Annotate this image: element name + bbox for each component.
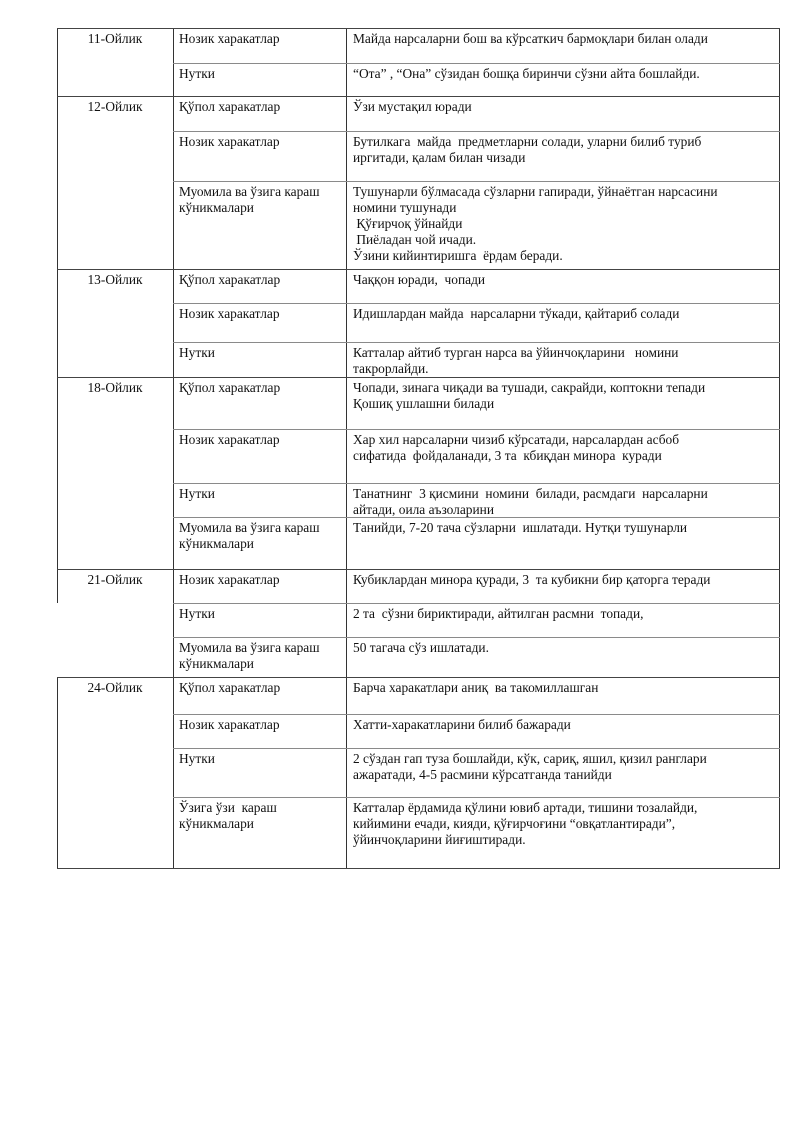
- description-cell-line: Танатнинг 3 қисмини номини билади, расмдаги нарсаларни: [353, 486, 708, 501]
- row-separator: [173, 797, 780, 798]
- description-cell-line: Бутилкага майда предметларни солади, уларни билиб туриб: [353, 134, 702, 149]
- row-separator: [173, 637, 780, 638]
- category-cell-line: Муомила ва ўзига караш: [179, 640, 320, 655]
- description-cell-line: 2 та сўзни бириктиради, айтилган расмни топади,: [353, 606, 644, 621]
- description-cell-line: “Ота” , “Она” сўзидан бошқа биринчи сўзни айта бошлайди.: [353, 66, 700, 81]
- table-top-border: [57, 28, 780, 29]
- category-cell-line: Нозик харакатлар: [179, 717, 280, 732]
- row-separator: [173, 429, 780, 430]
- group-separator: [57, 96, 780, 97]
- group-separator: [57, 269, 780, 270]
- category-cell-line: Нутки: [179, 345, 215, 360]
- description-cell-line: айтади, оила аъзоларини: [353, 502, 494, 517]
- description-cell-line: номини тушунади: [353, 200, 457, 215]
- description-cell-line: ўйинчоқларини йиғиштиради.: [353, 832, 526, 847]
- description-cell-line: Катталар ёрдамида қўлини ювиб артади, тишини тозалайди,: [353, 800, 698, 815]
- description-cell-line: Қошиқ ушлашни билади: [353, 396, 495, 411]
- description-cell-line: Катталар айтиб турган нарса ва ўйинчоқларини номини: [353, 345, 679, 360]
- description-cell-line: Хатти-харакатларини билиб бажаради: [353, 717, 571, 732]
- description-cell-line: иргитади, қалам билан чизади: [353, 150, 526, 165]
- category-cell-line: кўникмалари: [179, 536, 254, 551]
- description-cell-line: Қўғирчоқ ўйнайди: [353, 216, 463, 231]
- description-cell-line: Чопади, зинага чиқади ва тушади, сакрайди, коптокни тепади: [353, 380, 706, 395]
- description-cell-line: Тушунарли бўлмасада сўзларни гапиради, ўйнаётган нарсасини: [353, 184, 718, 199]
- description-cell-line: Кубиклардан минора қуради, 3 та кубикни бир қаторга теради: [353, 572, 711, 587]
- age-label: 11-Ойлик: [87, 31, 143, 46]
- row-separator: [173, 303, 780, 304]
- category-cell-line: кўникмалари: [179, 816, 254, 831]
- description-cell-line: Чаққон юради, чопади: [353, 272, 486, 287]
- category-cell-line: Қўпол харакатлар: [179, 272, 281, 287]
- age-label: 24-Ойлик: [87, 680, 143, 695]
- group-separator: [57, 868, 780, 869]
- table-left-border: [57, 96, 58, 269]
- category-cell-line: Муомила ва ўзига караш: [179, 520, 320, 535]
- category-cell-line: Нозик харакатлар: [179, 306, 280, 321]
- category-cell-line: Нутки: [179, 486, 215, 501]
- row-separator: [173, 342, 780, 343]
- category-cell-line: Қўпол харакатлар: [179, 680, 281, 695]
- row-separator: [173, 748, 780, 749]
- category-cell-line: Қўпол харакатлар: [179, 380, 281, 395]
- category-cell-line: Нозик харакатлар: [179, 572, 280, 587]
- row-separator: [173, 181, 780, 182]
- description-cell-line: Майда нарсаларни бош ва кўрсаткич бармоқлари билан олади: [353, 31, 708, 46]
- category-cell-line: Нозик харакатлар: [179, 31, 280, 46]
- description-cell-line: Ўзи мустақил юради: [353, 99, 472, 114]
- description-cell-line: кийимини ечади, кияди, қўғирчоғини “овқатлантиради”,: [353, 816, 676, 831]
- category-cell-line: кўникмалари: [179, 200, 254, 215]
- description-cell-line: 50 тагача сўз ишлатади.: [353, 640, 489, 655]
- row-separator: [173, 603, 780, 604]
- category-cell-line: Муомила ва ўзига караш: [179, 184, 320, 199]
- age-label: 13-Ойлик: [87, 272, 143, 287]
- age-label: 21-Ойлик: [87, 572, 143, 587]
- description-cell-line: Идишлардан майда нарсаларни тўкади, қайтариб солади: [353, 306, 680, 321]
- column-divider-1: [173, 28, 174, 868]
- category-cell-line: кўникмалари: [179, 656, 254, 671]
- row-separator: [173, 714, 780, 715]
- group-separator: [57, 677, 780, 678]
- category-cell-line: Нутки: [179, 66, 215, 81]
- age-label: 12-Ойлик: [87, 99, 143, 114]
- table-right-border: [779, 28, 780, 868]
- description-cell-line: Хар хил нарсаларни чизиб кўрсатади, нарсалардан асбоб: [353, 432, 680, 447]
- category-cell-line: Нозик харакатлар: [179, 134, 280, 149]
- description-cell-line: Ўзини кийинтиришга ёрдам беради.: [353, 248, 563, 263]
- description-cell-line: Барча харакатлари аниқ ва такомиллашган: [353, 680, 599, 695]
- column-divider-2: [346, 28, 347, 868]
- table-left-border: [57, 677, 58, 868]
- category-cell-line: Нутки: [179, 751, 215, 766]
- row-separator: [173, 131, 780, 132]
- description-cell-line: 2 сўздан гап туза бошлайди, кўк, сариқ, яшил, қизил ранглари: [353, 751, 707, 766]
- group-separator: [57, 569, 780, 570]
- group-separator: [57, 377, 780, 378]
- description-cell-line: такрорлайди.: [353, 361, 429, 376]
- description-cell-line: Танийди, 7-20 тача сўзларни ишлатади. Нутқи тушунарли: [353, 520, 688, 535]
- category-cell-line: Нутки: [179, 606, 215, 621]
- category-cell-line: Қўпол харакатлар: [179, 99, 281, 114]
- row-separator: [173, 483, 780, 484]
- description-cell-line: Пиёладан чой ичади.: [353, 232, 477, 247]
- description-cell-line: сифатида фойдаланади, 3 та кбиқдан минора куради: [353, 448, 662, 463]
- row-separator: [173, 63, 780, 64]
- description-cell-line: ажаратади, 4-5 расмини кўрсатганда танийди: [353, 767, 612, 782]
- category-cell-line: Нозик харакатлар: [179, 432, 280, 447]
- category-cell-line: Ўзига ўзи караш: [179, 800, 277, 815]
- age-label: 18-Ойлик: [87, 380, 143, 395]
